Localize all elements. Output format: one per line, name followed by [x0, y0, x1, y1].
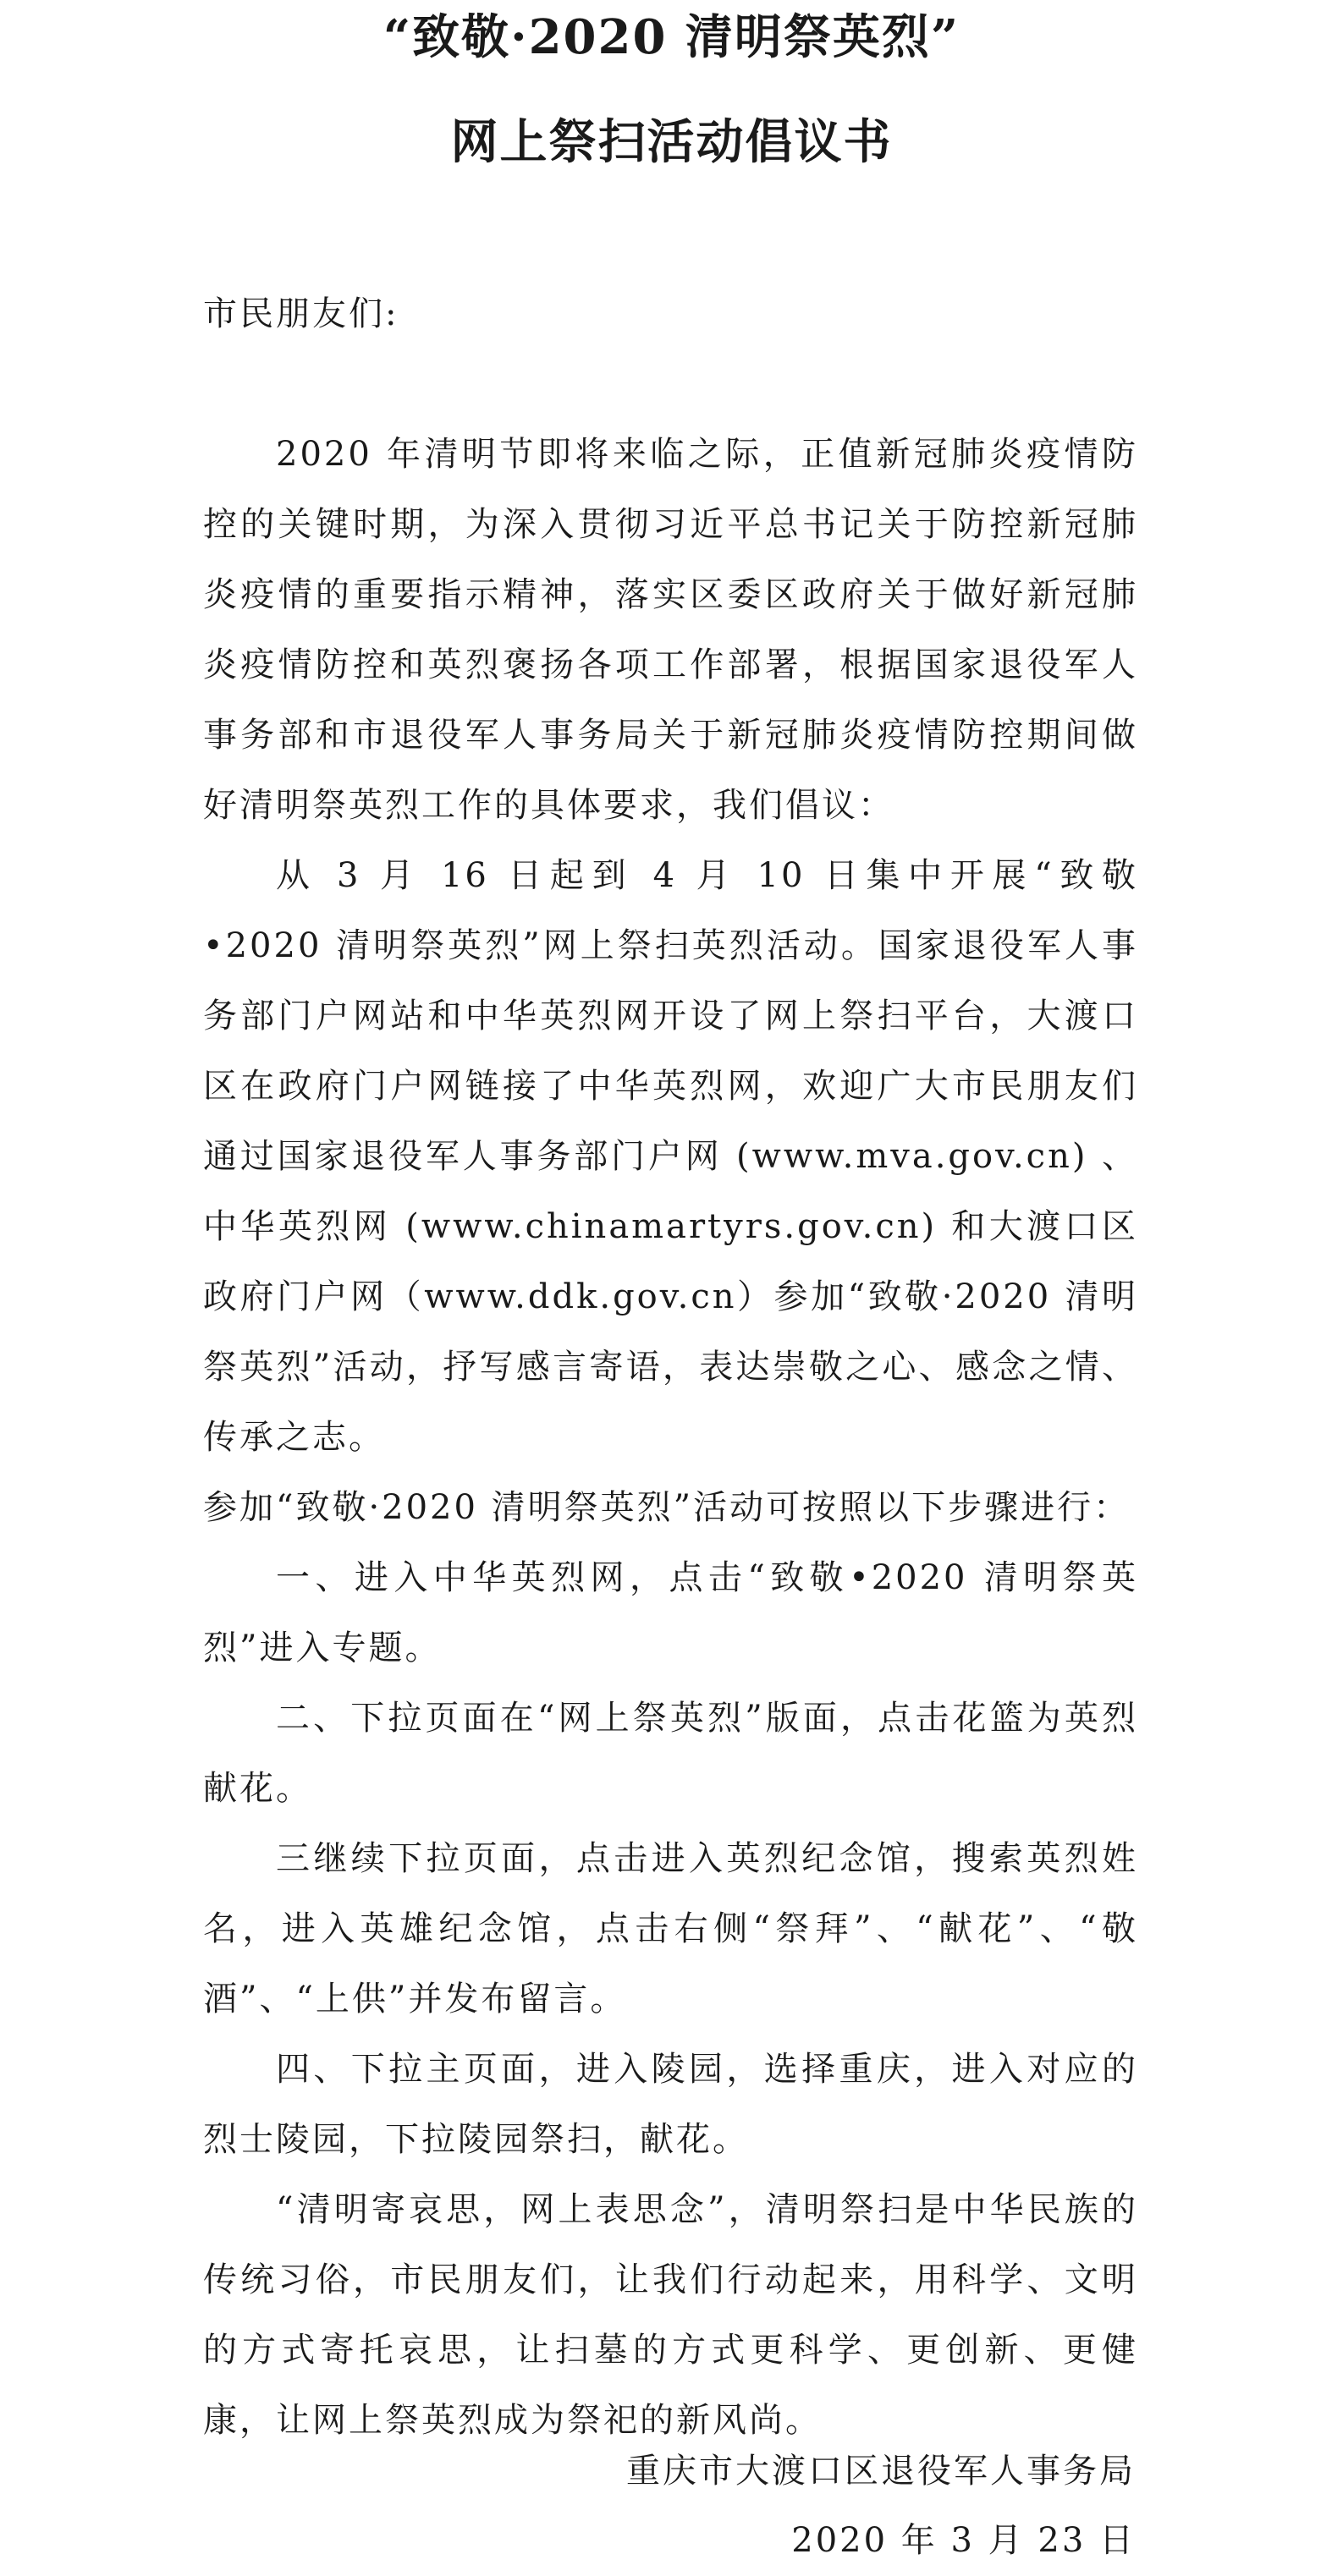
step-1: 一、进入中华英烈网，点击“致敬•2020 清明祭英烈”进入专题。 [203, 1558, 1138, 1667]
step-4: 四、下拉主页面，进入陵园，选择重庆，进入对应的烈士陵园，下拉陵园祭扫，献花。 [203, 2050, 1138, 2159]
salutation: 市民朋友们: [203, 294, 399, 333]
step-3: 三继续下拉页面，点击进入英烈纪念馆，搜索英烈姓名，进入英雄纪念馆，点击右侧“祭拜”、“献花”、“敬酒”、“上供”并发布留言。 [203, 1839, 1138, 2019]
paragraph-intro: 2020 年清明节即将来临之际，正值新冠肺炎疫情防控的关键时期，为深入贯彻习近平总书记关于防控新冠肺炎疫情的重要指示精神，落实区委区政府关于做好新冠肺炎疫情防控和英烈褒扬各项工作部署，根据国家退役军人事务部和市退役军人事务局关于新冠肺炎疫情防控期间做好清明祭英烈工作的具体要求，我们倡议： [203, 435, 1138, 825]
paragraph-activity: 从 3 月 16 日起到 4 月 10 日集中开展“致敬•2020 清明祭英烈”网上祭扫英烈活动。国家退役军人事务部门户网站和中华英烈网开设了网上祭扫平台，大渡口区在政府门户网链接了中华英烈网，欢迎广大市民朋友们通过国家退役军人事务部门户网 (www.mva.gov.cn) 、中华英烈网 (www.chinamartyrs.gov.cn) 和大渡口区政府门户网（www.ddk.gov.cn）参加“致敬·2020 清明祭英烈”活动，抒写感言寄语，表达崇敬之心、感念之情、传承之志。 [203, 856, 1138, 1457]
signature-block [374, 2436, 1136, 2575]
step-2: 二、下拉页面在“网上祭英烈”版面，点击花篮为英烈献花。 [203, 1699, 1138, 1808]
paragraph-closing: “清明寄哀思，网上表思念”，清明祭扫是中华民族的传统习俗，市民朋友们，让我们行动起来，用科学、文明的方式寄托哀思，让扫墓的方式更科学、更创新、更健康，让网上祭英烈成为祭祀的新风尚。 [203, 2190, 1138, 2440]
signature-date: 2020 年 3 月 23 日 [791, 2521, 1136, 2560]
document-body [203, 279, 1138, 2456]
document-title-line-2: 网上祭扫活动倡议书 [450, 114, 893, 170]
steps-intro: 参加“致敬·2020 清明祭英烈”活动可按照以下步骤进行： [203, 1488, 1131, 1527]
document-title-line-1: “致敬·2020 清明祭英烈” [383, 9, 960, 65]
signature-organization: 重庆市大渡口区退役军人事务局 [626, 2452, 1136, 2491]
